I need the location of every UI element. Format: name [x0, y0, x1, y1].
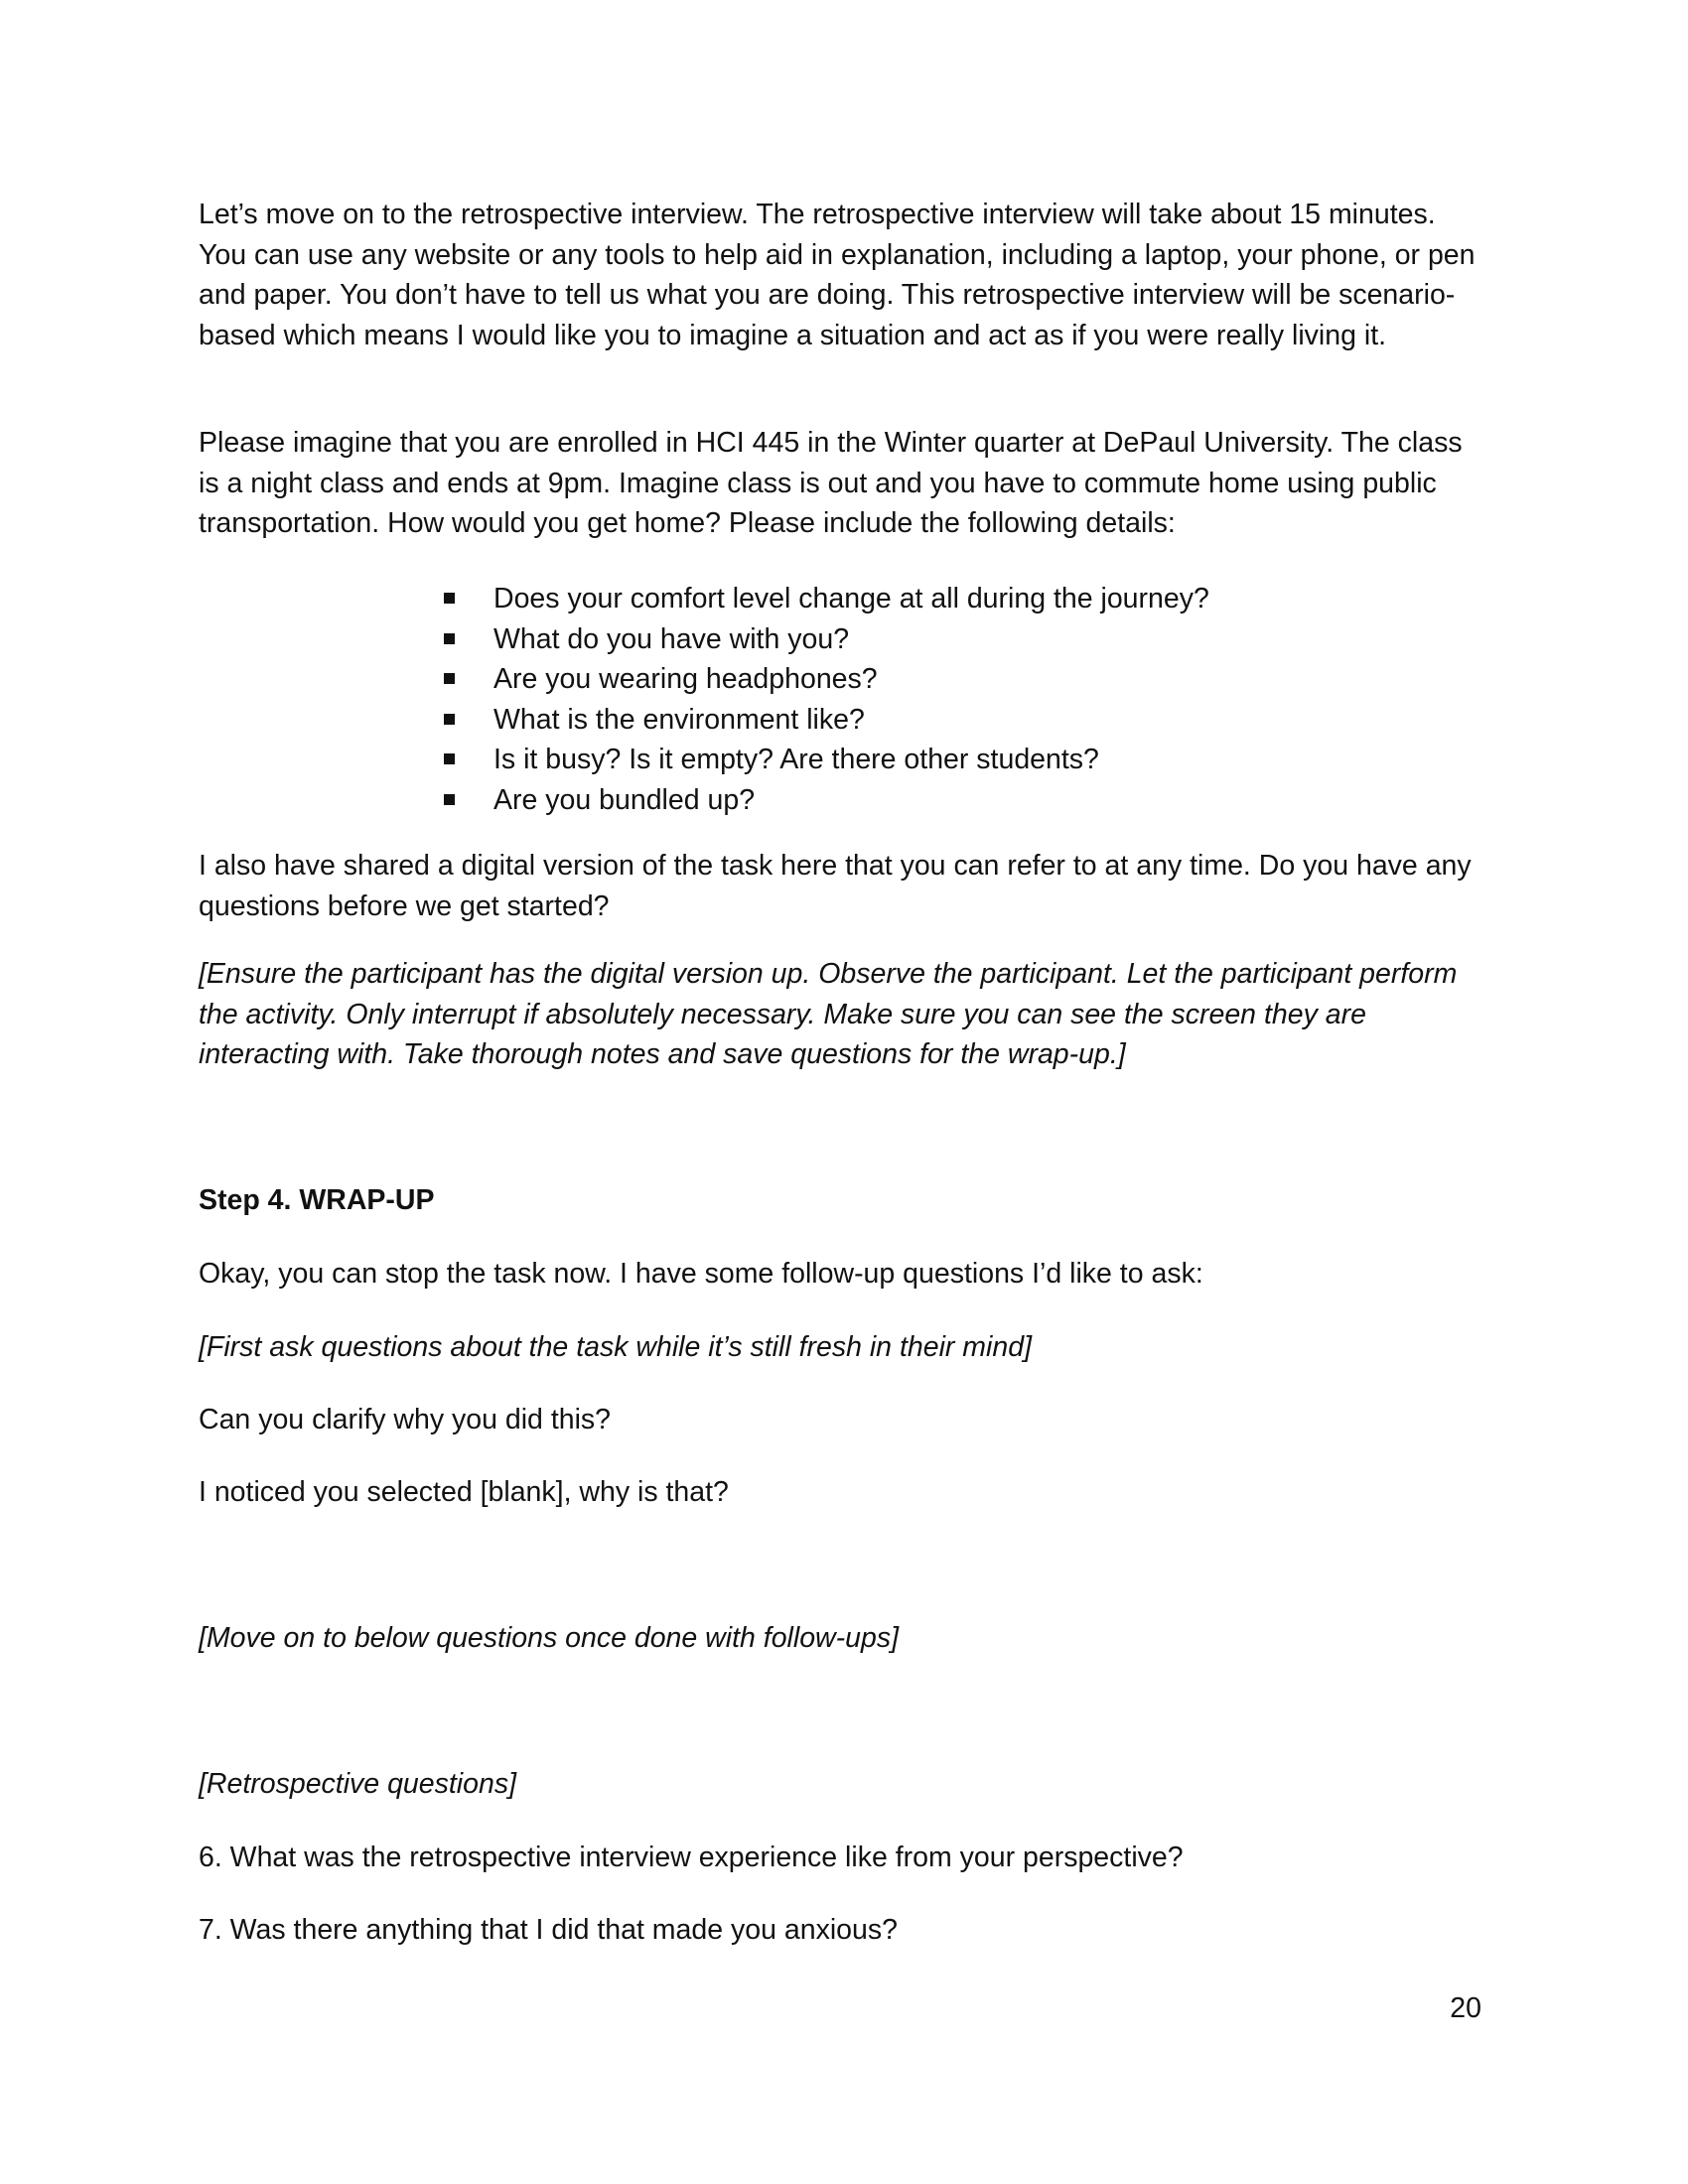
scenario-paragraph: Please imagine that you are enrolled in HCI 445 in the Winter quarter at DePaul University. The class is a night class and ends at 9pm. Imagine class is out and you have to commute home using public transportation. How would you get home? Please include the following details:: [199, 427, 1463, 539]
shared-version-paragraph: I also have shared a digital version of the task here that you can refer to at any time. Do you have any questions before we get started?: [199, 850, 1472, 922]
list-item: What is the environment like?: [444, 700, 1209, 741]
first-ask-instruction: [First ask questions about the task while it’s still fresh in their mind]: [199, 1331, 1032, 1363]
question-7: 7. Was there anything that I did that made you anxious?: [199, 1914, 898, 1946]
square-bullet-icon: [444, 753, 455, 764]
page-number: 20: [1450, 1992, 1481, 2024]
noticed-question: I noticed you selected [blank], why is that?: [199, 1476, 729, 1508]
square-bullet-icon: [444, 673, 455, 684]
stop-task-text: Okay, you can stop the task now. I have some follow-up questions I’d like to ask:: [199, 1258, 1203, 1290]
clarify-question: Can you clarify why you did this?: [199, 1404, 612, 1435]
square-bullet-icon: [444, 794, 455, 805]
question-6: 6. What was the retrospective interview experience like from your perspective?: [199, 1842, 1184, 1873]
list-item: Does your comfort level change at all during the journey?: [444, 579, 1209, 619]
step4-heading: Step 4. WRAP-UP: [199, 1184, 435, 1216]
intro-paragraph: Let’s move on to the retrospective interview. The retrospective interview will take about 15 minutes. You can use any website or any tools to help aid in explanation, including a laptop, your phone, or pen and paper. You don’t have to tell us what you are doing. This retrospective interview will be scenario-based which means I would like you to imagine a situation and act as if you were really living it.: [199, 199, 1476, 351]
list-item: Are you wearing headphones?: [444, 659, 1209, 700]
list-item: Is it busy? Is it empty? Are there other students?: [444, 740, 1209, 780]
detail-bullet-list: [444, 579, 1209, 820]
square-bullet-icon: [444, 593, 455, 604]
list-item: What do you have with you?: [444, 619, 1209, 660]
move-on-instruction: [Move on to below questions once done with follow-ups]: [199, 1622, 899, 1654]
retrospective-label: [Retrospective questions]: [199, 1768, 516, 1800]
square-bullet-icon: [444, 633, 455, 644]
observe-instruction: [Ensure the participant has the digital version up. Observe the participant. Let the participant perform the activity. Only interrupt if absolutely necessary. Make sure you can see the screen they are interacting with. Take thorough notes and save questions for the wrap-up.]: [199, 958, 1458, 1070]
list-item: Are you bundled up?: [444, 780, 1209, 821]
square-bullet-icon: [444, 714, 455, 725]
